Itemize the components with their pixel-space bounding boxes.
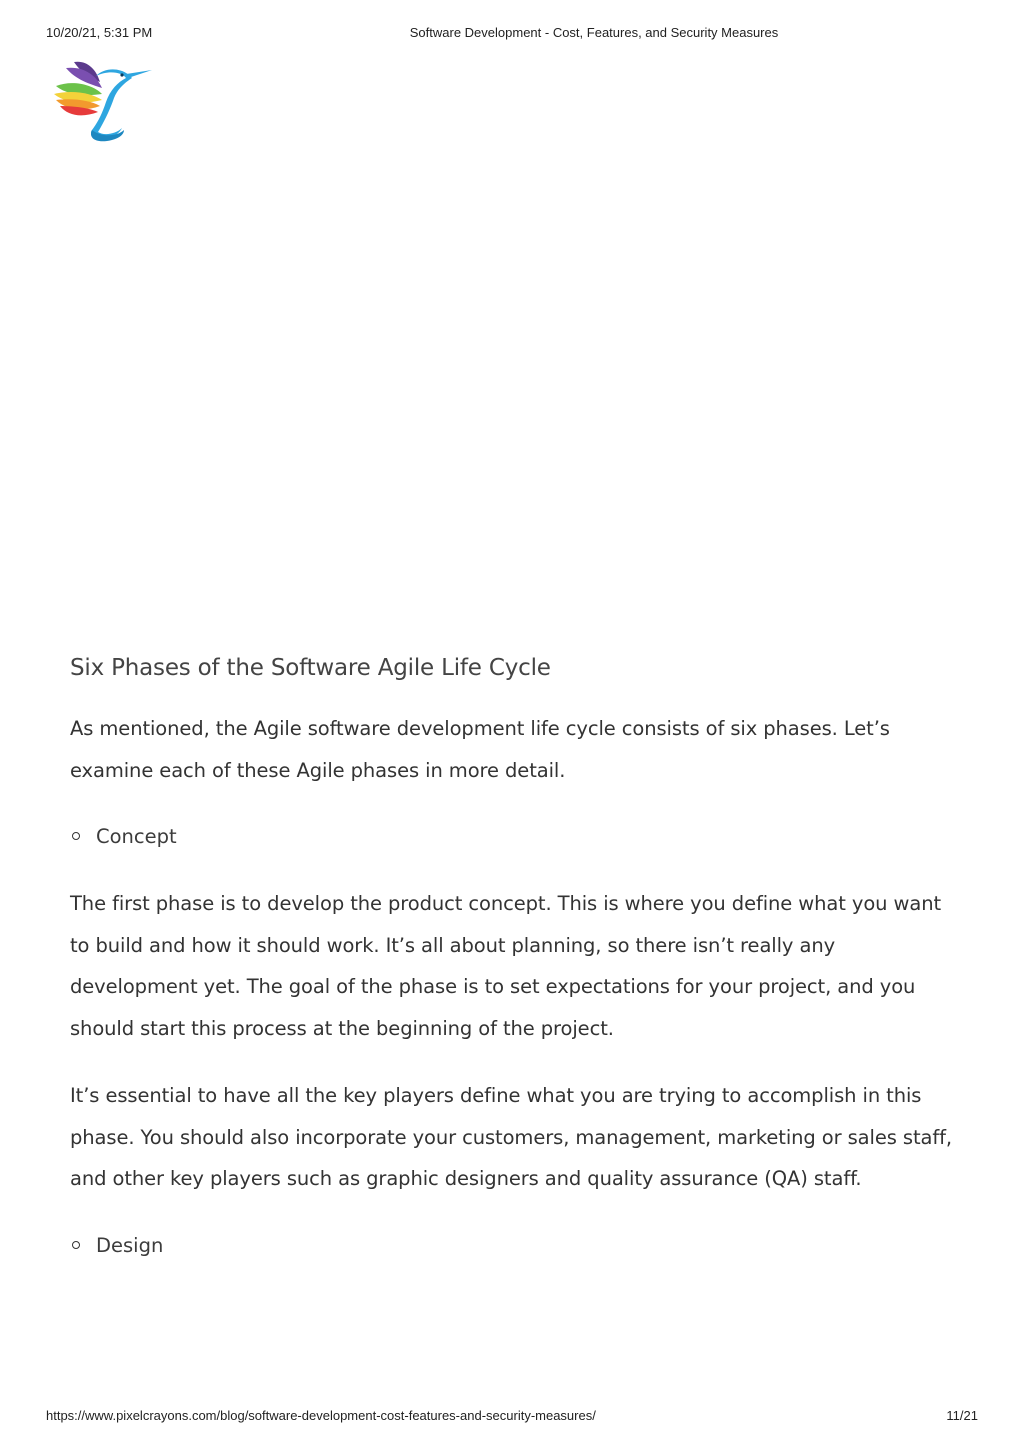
- print-footer: [0, 1408, 1024, 1426]
- section-heading: Six Phases of the Software Agile Life Cycle: [70, 655, 551, 681]
- phase-title: Design: [96, 1233, 164, 1257]
- phase-bullet-concept: [70, 817, 960, 857]
- hummingbird-logo-icon[interactable]: [52, 56, 156, 144]
- concept-paragraph: The first phase is to develop the product concept. This is where you define what you want to build and how it should work. It’s all about planning, so there isn’t really any development yet. The goal of the phase is to set expectations for your project, and you should start this process at the beginning of the project.: [70, 892, 942, 1040]
- page-number: 11/21: [946, 1408, 978, 1423]
- phase-bullet-design: [70, 1226, 960, 1266]
- print-date: 10/20/21, 5:31 PM: [46, 25, 153, 40]
- hollow-circle-bullet-icon: [72, 1241, 80, 1249]
- print-header: [0, 25, 1024, 43]
- hollow-circle-bullet-icon: [72, 832, 80, 840]
- article-content: [70, 648, 960, 1292]
- intro-paragraph: As mentioned, the Agile software development life cycle consists of six phases. Let’s examine each of these Agile phases in more detail.: [70, 717, 890, 782]
- concept-paragraph: It’s essential to have all the key players define what you are trying to accomplish in this phase. You should also incorporate your customers, management, marketing or sales staff, and other key players such as graphic designers and quality assurance (QA) staff.: [70, 1084, 952, 1190]
- page-url: https://www.pixelcrayons.com/blog/software-development-cost-features-and-security-measures/: [46, 1408, 596, 1423]
- phase-title: Concept: [96, 825, 177, 848]
- print-document-title: Software Development - Cost, Features, and Security Measures: [409, 25, 779, 40]
